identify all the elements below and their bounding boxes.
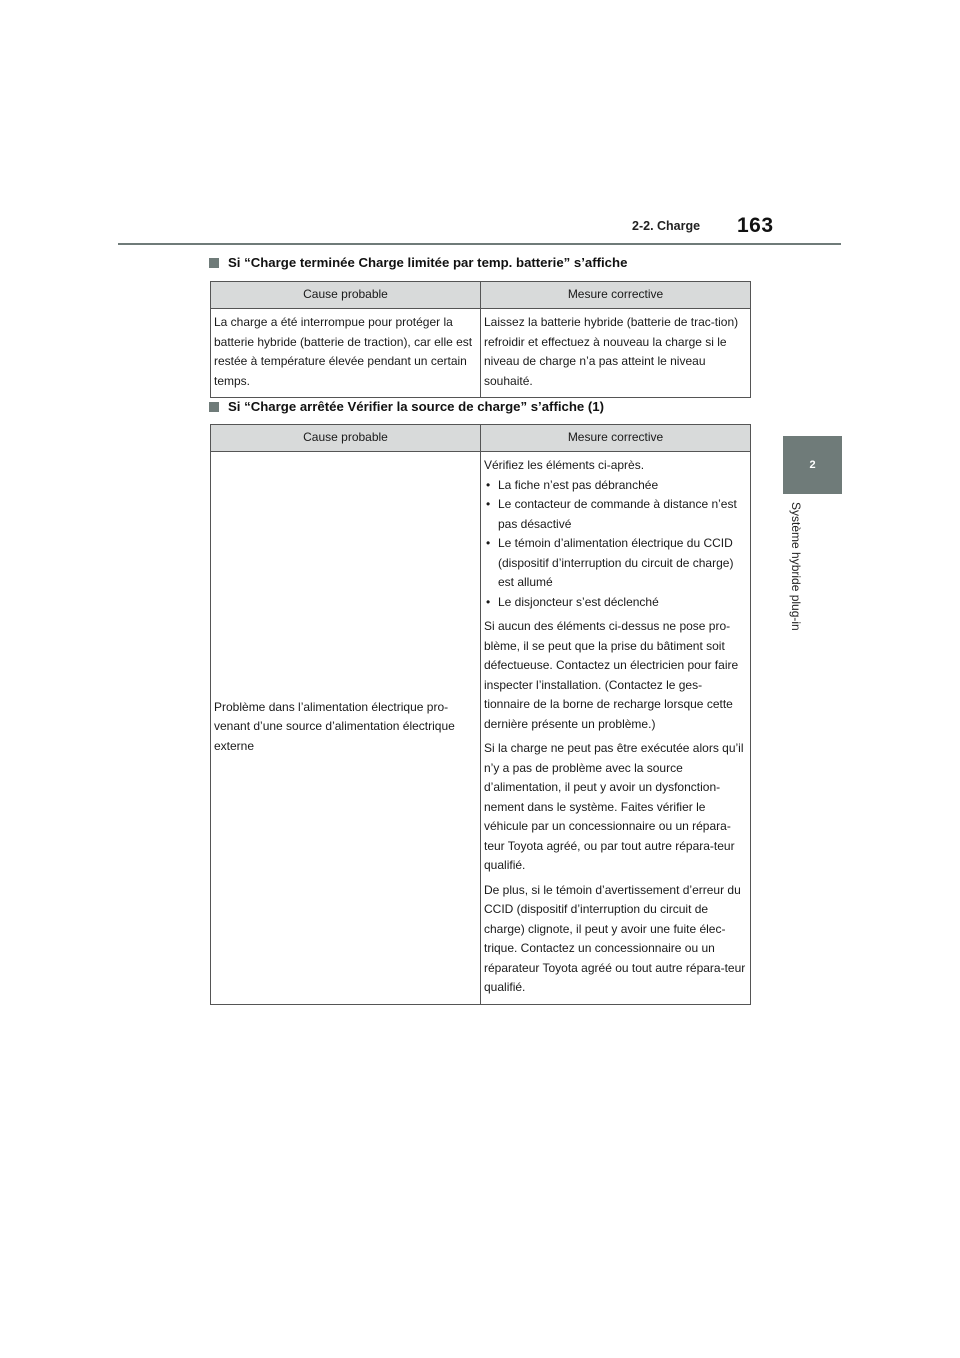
chapter-tab-number: 2 <box>809 459 816 471</box>
table-header-row <box>211 282 751 309</box>
chapter-tab-label: Système hybride plug-in <box>789 502 803 631</box>
header-section-title: 2-2. Charge <box>632 219 701 233</box>
section-heading-2-text: Si “Charge arrêtée Vérifier la source de charge” s’affiche (1) <box>228 399 604 414</box>
list-item: • Le témoin d’alimentation électrique du CCID (dispositif d’interruption du circuit de charge) est allumé <box>484 534 747 593</box>
section-heading-2 <box>209 399 604 414</box>
measure-cell <box>481 452 751 1005</box>
measure-paragraph: De plus, si le témoin d’avertissement d’erreur du CCID (dispositif d’interruption du circuit de charge) clignote, il peut y avoir une fuite élec-trique. Contactez un concessionnaire ou un réparateur Toyota agréé ou tout autre répara-teur qualifié. <box>484 882 746 994</box>
page-number: 163 <box>737 214 774 237</box>
list-item: • Le contacteur de commande à distance n’est pas désactivé <box>484 495 747 534</box>
measure-intro: Vérifiez les éléments ci-après. <box>484 458 645 472</box>
column-header-measure: Mesure corrective <box>481 282 751 309</box>
measure-paragraph: Si aucun des éléments ci-dessus ne pose pro-blème, il se peut que la prise du bâtiment soit défectueuse. Contactez un électricien pour faire inspecter l’installation. (Contactez le ges-tionnaire de la borne de recharge lorsque cette dernière présente un problème.) <box>484 619 739 731</box>
table-2 <box>210 424 751 1005</box>
measure-paragraph: Si la charge ne peut pas être exécutée alors qu’il n’y a pas de problème avec la source d’alimentation, il peut y avoir un dysfonction-nement dans le système. Faites vérifier le véhicule par un concessionnaire ou un répara-teur Toyota agréé, ou par tout autre répara-teur qualifié. <box>484 741 744 872</box>
table-row <box>211 452 751 1005</box>
list-item: • Le disjoncteur s’est déclenché <box>484 593 747 613</box>
column-header-cause: Cause probable <box>211 282 481 309</box>
square-bullet-icon <box>209 402 219 412</box>
table-row <box>211 309 751 398</box>
column-header-cause: Cause probable <box>211 425 481 452</box>
section-heading-1 <box>209 255 627 270</box>
section-heading-1-text: Si “Charge terminée Charge limitée par temp. batterie” s’affiche <box>228 255 628 270</box>
measure-cell: Laissez la batterie hybride (batterie de trac-tion) refroidir et effectuez à nouveau la charge si le niveau de charge n’a pas atteint le niveau souhaité. <box>481 309 751 398</box>
column-header-measure: Mesure corrective <box>481 425 751 452</box>
square-bullet-icon <box>209 258 219 268</box>
cause-cell: Problème dans l’alimentation électrique pro-venant d’une source d’alimentation électrique externe <box>211 452 481 1005</box>
list-item: • La fiche n’est pas débranchée <box>484 476 747 496</box>
chapter-tab <box>783 436 842 494</box>
cause-cell: La charge a été interrompue pour protéger la batterie hybride (batterie de traction), car elle est restée à température élevée pendant un certain temps. <box>211 309 481 398</box>
table-1 <box>210 281 751 398</box>
header-divider <box>118 243 841 245</box>
check-list <box>484 476 747 613</box>
table-header-row <box>211 425 751 452</box>
